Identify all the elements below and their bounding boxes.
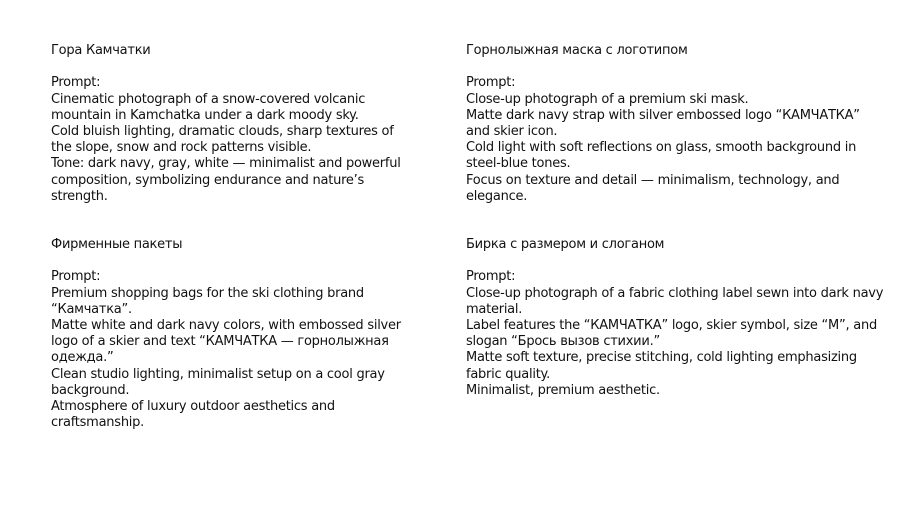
prompt-line: Cinematic photograph of a snow-covered volcanic mountain in Kamchatka under a dark moody sky. [51, 91, 366, 123]
block-title: Фирменные пакеты [51, 237, 183, 252]
block-title: Бирка с размером и слоганом [466, 237, 665, 252]
prompt-block-shopping-bags [51, 237, 411, 431]
prompt-line: Cold bluish lighting, dramatic clouds, sharp textures of the slope, snow and rock patterns visible. [51, 124, 394, 156]
block-title: Горнолыжная маска с логотипом [466, 43, 688, 58]
prompt-line: Atmosphere of luxury outdoor aesthetics and craftsmanship. [51, 399, 335, 431]
prompt-line: Tone: dark navy, gray, white — minimalist and powerful composition, symbolizing endurance and nature’s strength. [51, 156, 401, 204]
prompt-line: Clean studio lighting, minimalist setup on a cool gray background. [51, 366, 385, 398]
prompt-block-mountain [51, 43, 411, 205]
prompt-line: Matte dark navy strap with silver embossed logo “КАМЧАТКА” and skier icon. [466, 107, 860, 139]
prompt-block-ski-mask [466, 43, 886, 205]
prompt-line: Label features the “КАМЧАТКА” logo, skier symbol, size “M”, and slogan “Брось вызов стихии.” [466, 318, 877, 350]
block-title: Гора Камчатки [51, 43, 151, 58]
prompt-line: Premium shopping bags for the ski clothing brand “Камчатка”. [51, 285, 364, 317]
prompt-label: Prompt: [51, 269, 101, 285]
prompt-line: Matte soft texture, precise stitching, cold lighting emphasizing fabric quality. [466, 350, 857, 382]
prompt-line: Close-up photograph of a fabric clothing label sewn into dark navy material. [466, 285, 884, 317]
prompt-block-clothing-label [466, 237, 886, 399]
prompt-label: Prompt: [51, 75, 101, 91]
prompt-line: Focus on texture and detail — minimalism, technology, and elegance. [466, 172, 840, 204]
prompt-line: Close-up photograph of a premium ski mask. [466, 91, 749, 107]
prompt-line: Cold light with soft reflections on glass, smooth background in steel-blue tones. [466, 140, 857, 172]
prompt-label: Prompt: [466, 75, 516, 91]
prompt-line: Minimalist, premium aesthetic. [466, 382, 660, 398]
prompt-line: Matte white and dark navy colors, with embossed silver logo of a skier and text “КАМЧАТКА — горнолыжная одежда.” [51, 318, 401, 366]
prompt-label: Prompt: [466, 269, 516, 285]
